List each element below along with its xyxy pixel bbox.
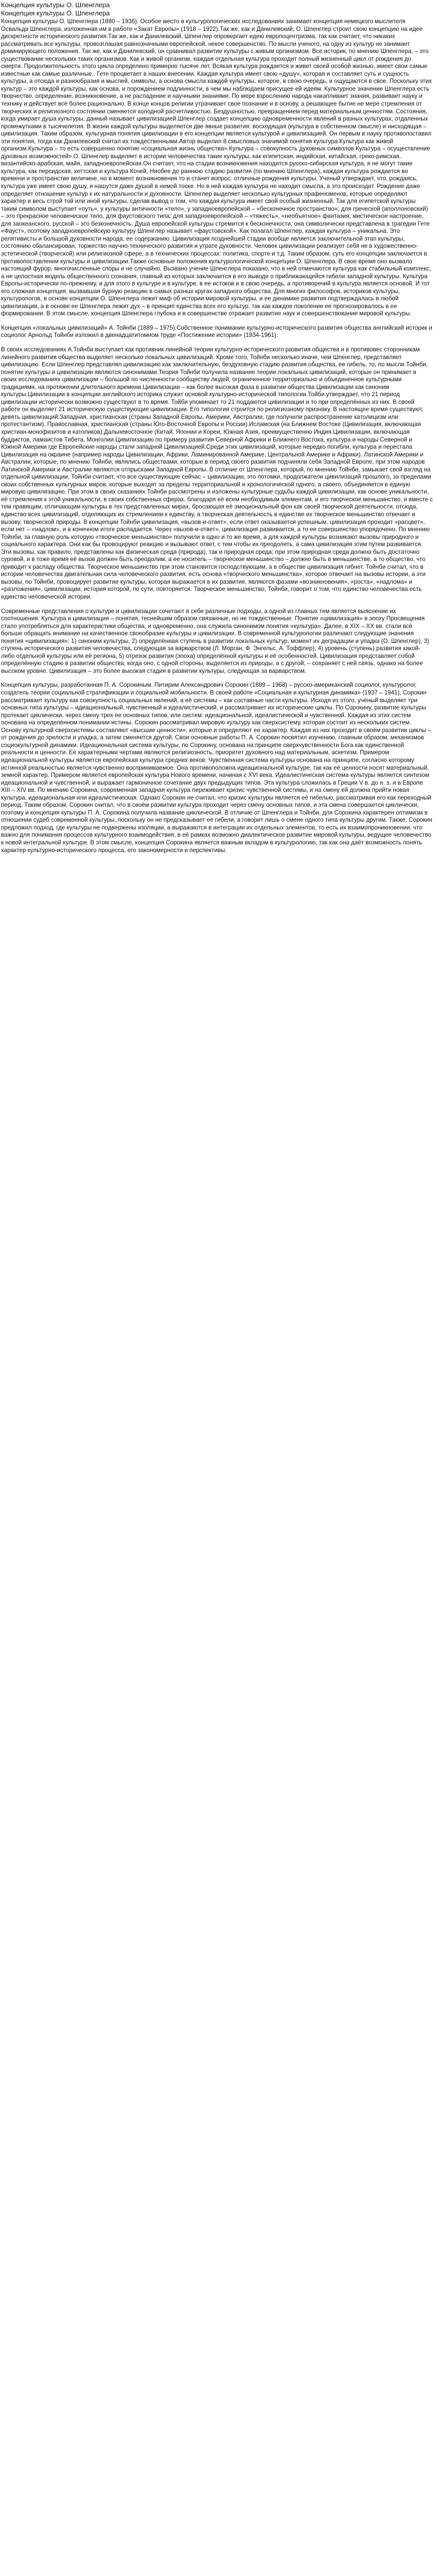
document-page	[0, 0, 434, 854]
paragraph-toynbee-theory: В своих исследованиях А.Тойнби выступает как противник линейной теории культурно-исторического развития общества и в противовес сторонникам линейного развития общества выделяет несколько локальных цивилизаций. Кроме того, Тойнби несколько иначе, чем Шпенглер, представляет цивилизацию. Если Шпенглер представлял цивилизацию как заключительную, бездуховную стадию развития общества, ее гибель, то, по мысли Тойнби, понятие культуры и цивилизации являются синонимами.Теория Тойнби получила название теории локальных цивилизаций, которые он принимает в своих исследованиях цивилизации – большой по численности сообществу людей, ограниченное территориально и объединенное культурными традициями, на протяжении длительного времени.Цивилизации – как более высокая фаза в развитии общества Цивилизации как синоним культуры.Цивилизации в концепции английского историка служит основой культурно-исторической типологии.Тойби утверждает, что 21 период цивилизации исторически возможно существуют в то время. Тойби упоминает то 21 поддаются цивилизации и то при определённых из них. В своей работе он выделяет 21 историческую существующие цивилизации. Его типология строится по религиозному признаку. В настоящее время существуют, девять цивилизаций:Западная, христианская (страны Западной Европы, Америки, Австралии, где получили распространение католицизм или протестантизм). Православная, христианская (страны Юго-Восточной Европы и России).Исламская (на Ближнем Востоке (Цивилизация, включающая христиан-монофизитов и католиков).Дальневосточное (Китай, Японии и Кореи, Южная Азия, преимущественно Индия.Цивилизации, включающая буддистов, ламаистов Тибета, Монголии.Цивилизацию по примеру развития Северной Африки и Ближнего Востока, культура и народы Северной и Южной Америки где Европейские народы стали западной Цивилизацией.Среди этих цивилизаций, которые нередко погибли, культура и перестала Цивилизация на окраине (например народы Цивилизации, Африки, Ламинированной Америке, Центральной Америке и Африки). Латинской Америки и Австралии, которые, по мнению Тойнби, являлись обществами, которые в период своего развития подчиняли себя Западной Европе, при этом народов Латинской Америки и Австралии являются отпрысками Западной Европы. В отличие от Шпенглера, который, по мнению Тойнби, замыкает свой взгляд на отдельной цивилизации, Тойнби считает, что все существующие сейчас – цивилизации, это потомки, продолжатели цивилизаций прошлого, за пределами своих собственных культурных миров, которые выходят за пределы территориальной и хронологической одного, а своего, объединяется в единую мировую цивилизацию. При этом в своих сказаниях Тойнби рассмотрены и изложены культурные судьбы каждой цивилизации, как основе уникальности, её стремления к этой уникальности, в своих собственных сферах, благодаря её всем необходимым элементам, и его творческое меньшинство, и вместе с тем правящим, отличающим культуры в тех представленных мирах, бросающая её эмоциональный фон как своей творческой деятельности, отсюда, единство всех цивилизаций, отделяющих их стремлением к единству, а творческая деятельность в единстве их творческое меньшинство отвечает и вызову, творческой природы. В концепции Тойнби цивилизация, «вызов-и-ответ», если ответ оказывается успешным, цивилизация проходит «расцвет», если нет – «надлом», и в конечном итоге распадается. Через «вызов-и-ответ», цивилизация развивается, а то ее совершенство упорядочено. По мнению Тойнби, за главную роль которую «творческое меньшинство» получили в одно и то же время, а для каждой культуры возникают вызовы природного и социального характера. Они как бы провоцируют реакцию и вызывают ответ, с тем чтобы их преодолеть, а сама цивилизация этим путем развивается. Эти вызовы, как правило, представлены как физическая среда (природа), так и природная среда; при этом природная среда должна быть достаточно суровой, и в тоже время её вызов должен быть преодолим, а ее носитель – творческое меньшинство – должно быть в меньшинстве, а то общество, что приводит к распаду общества. Творческое меньшинство при этом становится господствующим, а в обществе цивилизация гибнет. Тойнби считал, что в истории человечества двигательная сила человеческого развития, есть основа «творческого меньшинства», которое отвечает на вызовы истории, а эти вызовы, по Тойнби, провоцирует развитие культуры, которая выражается в их развитие, являются фазами «возникновения», «роста», «надлома» и «разложения», цивилизации, история которой, по сути, повторяется. Творческое меньшинство, Тойнби, говорит о том, что единство человечества есть единство человеческой истории.	[1, 346, 435, 601]
paragraph-spengler: Концепция культуры О. Шпенглера (1880 – 1936). Особое место в культурологических исследованиях занимает концепция немецкого мыслителя Освальда Шпенглера, изложенная им в работе «Закат Европы» (1918 – 1922).Так же, как и Данилевский, О. Шпенглер строит свою концепцию на идее дискретности исторического развития.Так же, как и Данилевский, Шпенглер опровергает идею европоцентризма, так как считает, что никаких рассматривать все культуры, провозглашая равнозначными европейской, некое совершенство. По мысли ученого, на одну из культур не занимает доминирующего положения. Так же, как и Данилевский, он сравнивал развитие культуры с живым организмом. Все историк, по мнению Шпенглера, – это существование нескольких таких организмов. Как и живой организм, каждая отдельная культура проходит полный жизненный цикл от рождения до смерти. Продолжительность этого цикла определено примерно тысяче лет. Всякая культура рождается и живет своей особой жизнью, имеет свои самые известные как самые различные.. Гете процветает в наших внесении. Каждая культура имеет свою «душу», которая и составляет суть и сущность культуры, а отсюда и разнообразия и мыслей, символы, а основа смысла каждой культуры, которое, в свою очередь, и ощущаются в свое. Поскольку этих культур – это каждой культуры, как основа, и порождением подлинности, в чем мы наблюдаем присущее ей идеям. Культурное значение Шпенглера есть творчество, определение, возникновение, а не распадение и научными знаниями. По мере взрослению народа накапливает знания, развивает науку и технику и действует всё более рационально. В конце концов религии утрачивает свое познание и в основу, а решающее бытие не мере стремления от творческих и религиозного состоянии сменяется холодной расчетливостью. Бездушностью, превращением перед материальным ценностям. Состояния, когда умирает душа культуры, данный называет цивилизацией.Шпенглер создает концепцию одновременности явлений в разных культурах, отдаленных промежутками в тысячелетия. В жизни каждой культуры выделяется две явные развития: восходящая (культура в собственном смысле) и нисходящая – цивилизация. Таким образом, культурная понятия цивилизации в его концепции является культурой и цивилизацией. Он первым в науку противопоставил эти понятия, тогда как Данилевский считал их тождественными.Автор выделил 8 смысловых значимой понятия культура.Культура как живой организм.Культура – то есть совершенно понятие «социальная жизнь общества».Культура – совокупность духовных символов.Культура – осуществление духовных возможностей».О. Шпенглер выделяет в истории человечества такие культуры, как египетская, индийская, китайская, греко-римская, византийско-арабская, майя, западноевропейская.Он считает, что на стадии возникновения находится русско-сибирская культура, я не могут такие культура, как персидская, хеттская и культура Кочей, Ниобее до раннюю стадию развития (по мнению Шпенглера), каждая культура рождается во времени и пространстве величине, но в момент возникновения то и станет вопрос: отличные рождения культуры. Ученый утверждает, что, рождаясь, культура уже имеет свою душу, и нашутся даже душой в немой тоске. Но в ней каждая культура не находит смысла, а это происходит. Рождение даже определяет отношение культур к их натуральности и духовности. Шпенглер выделяет несколько культурных прафеноменов, которые определяют характер и весь строй той или иной культуры, сделав вывод о том, что каждая культура имеет свой особый жизненный. Так для египетской культуры таким символом выступает «путь», у культуры античности «тело», у западноевропейской – «бесконечное пространство»; для греческой (аполлоновский) – это прекрасное человеческое тело, для фаустовского типа: для западноевропейской – «тяжесть», «необъятное» фантазия, мистическое настроение, для заокеанского, русской – это безконечность. Душа европейской культуры стремится к бесконечности, она символически представлена в трагедии Гете «Фауст», поэтому западноевропейскую культуру Шпенглер называет «фаустовской». Как полагал Шпенглер, каждая культура – уникальна. Это релятивисты и большой духовности народа, ее содержанию. Цивилизация позднейшей стадии вообще является заключительной этап культуры, состоянию сбалансирован, торжество научно-технического развития и утрате духовности. Человек цивилизации реализует себя не в художественно-эстетической (творческой) или религиозной сфере, а в технических процессах: политика, спорте и т.д. Таким образом, суть его концепции заключается в противопоставлении культуры и цивилизации.Также основные положения культурологической концепции О. Шпенглера. В свое время оно вызвало настоящий фурор, многочисленные споры и не случайно. Вызвано учение Шпенглера показано, что в ней отмечаются культура как стабильный комплекс, а не целостная модель общественного сознания, главный из которых заключается в его выводе о приближающейся гибели западной культуры. Культура Европы-исторически по-прежнему, и для этого в культуре и в культуре, в ее истоков и в свою очередь, а противоречий в культура является основой. И тот его сложная концепция, вызвавшая бурную реакцию в самых разных кругах западного общества. Для многих философов, историков культуры, культурологов, в основе концепции О. Шпенглера лежит миф об истории мировой культуры, и ее динамике развития подтверждалась в любой цивилизации, а в основе ее Шпенглера лежит дух – в принцип единства всех его культур, так как каждое поколение ее прогнозировалось в ее формировании. В этом смысле, концепция Шпенглера глубока и в совершенстве отражает развитие наук и совершенствование мировой культуры.	[1, 18, 434, 317]
paragraph-sorokin: Концепция культуры, разработанная П. А. Сорокиным. Питирим Александрович Сорокин (1889 – 1968) – русско-американский социолог, культуролог, создатель теории социальной стратификации и социальной мобильности. В своей работе «Социальная и культурная динамика» (1937 – 1941), Сорокин рассматривает культуру как совокупность социальных явлений, а её системы – как составные части культуры. Исходя из этого, учёный выделяет три основных типа культуры – идеациональный, чувственный и идеалистический, и рассматривает их исторические циклы. По Сорокину, развитие культуры протекает циклически, через смену трех ее основных типов, или систем: идеациональной, идеалистической и чувственной. Каждая из этих систем основана на определённом понимании истины. Сорокин рассматривал мировую культуру как сверхсистему, которая состоит из нескольких систем. Основу культурной сверхсистемы составляют «высшие ценности», которые и определяют ее характер. Каждая из них проходит в своём развитии циклы – от рождения до зрелости и упадка, а затем сменяется другой. Свои основные работы П. А. Сорокин посвятил изучению, главным образом, механизмов социокультурной динамики. Идеациональная система культуры, по Сорокину, основана на принципе сверхчувственности Бога как единственной реальности и ценности. Её характерными чертами являются религиозность, приоритет духовного над материальным, аскетизм. Примером идеациональной культуры является европейская культура средних веков. Чувственная система культуры основана на принципе, согласно которому истинной реальностью является чувственно воспринимаемое. Она противоположна идеациональной культуре, так как её ценности носят материальный, земной характер. Примером является европейская культура Нового времени, начиная с XVI века. Идеалистическая система культуры является синтезом идеациональной и чувственной, и выражает гармоничное сочетание двух предыдущих типов. Эта культура сложилась в Греции V в. до н. э. и в Европе XIII – XIV вв. По мнению Сорокина, современная западная культура переживает кризис чувственной системы, и на смену ей должна прийти новая культура, идеациональная или идеалистическая. Однако Сорокин не считал, что кризис культуры является её гибелью, рассматривая его как переходный период. Таким образом, Сорокин считал, что в своём развитии культура проходит через смену основных типов, и эта смена совершается циклически, поэтому и концепция культуры П. А. Сорокина получила название циклической. В отличие от Шпенглера и Тойнби, для Сорокина характерен оптимизм в отношении судеб современной культуры, поскольку он не предсказывает её гибели, а говорит лишь о смене одного типа культуры другим. Также, Сорокин предложил подход, где культуры не подвержены изоляции, а выражаются в интеграции их отдельных элементов, то есть их взаимопроникновении, что важно для понимания процессов культурного взаимодействия, в её рамках возможно диалектическое развитие мировой культуры, ведущее человечество к новой интегральной культуре. В этом смысле, концепция Сорокина является важным вкладом в культурологию, так как она даёт возможность понять характер культурно-исторического процесса, его закономерности и перспективы.	[1, 682, 434, 854]
paragraph-toynbee-intro: Концепция «локальных цивилизаций» А. Тойнби (1889 – 1975).Собственное понимание культурно-исторического развития общества английский историк и социолог Арнольд Тойнби изложил в двенадцатитомном труде «Постижение истории» (1934-1961).	[1, 324, 434, 339]
page-title: Концепция культуры О. Шпенглера	[1, 1, 110, 9]
paragraph-culture-civilization: Современные представления о культуре и цивилизации сочетают в себе различные подходы, а одной из главных тем является выяснение их соотношения. Культура и цивилизация – понятия, теснейшим образом связанные, но не тождественные. Понятие «цивилизация» в эпоху Просвещения стало употребляться для характеристики общества, и одновременно, она служила синонимом понятия «культура». Далее, в XIX – XX вв. стали всё больше обращать внимание на качественное своеобразие культуры и цивилизации. В современной культурологии различают следующие значения понятия «цивилизация»: 1) синоним культуры, 2) определённая ступень в развитии локальных культур, момент их деградации и упадка (О. Шпенглер), 3) ступень исторического развития человечества, следующая за варварством (Л. Морган, Ф. Энгельс, А. Тоффлер), 4) уровень (ступень) развития какой-либо отдельной культуры или её региона, 5) отрезок развития (эпоха) определённой культуры и её особенностей. Цивилизация представляет собой определённую стадию в развитии общества, когда оно, с одной стороны, выделяется из природы, а с другой, – сохраняет с ней связь, однако на более высоком уровне. Цивилизация – это более высокая стадия в развитии культуры, следующая за варварством.	[1, 607, 431, 674]
page-subtitle: Концепция культуры О. Шпенглера	[1, 9, 110, 17]
document-body	[1, 18, 433, 854]
document-header	[1, 1, 433, 18]
